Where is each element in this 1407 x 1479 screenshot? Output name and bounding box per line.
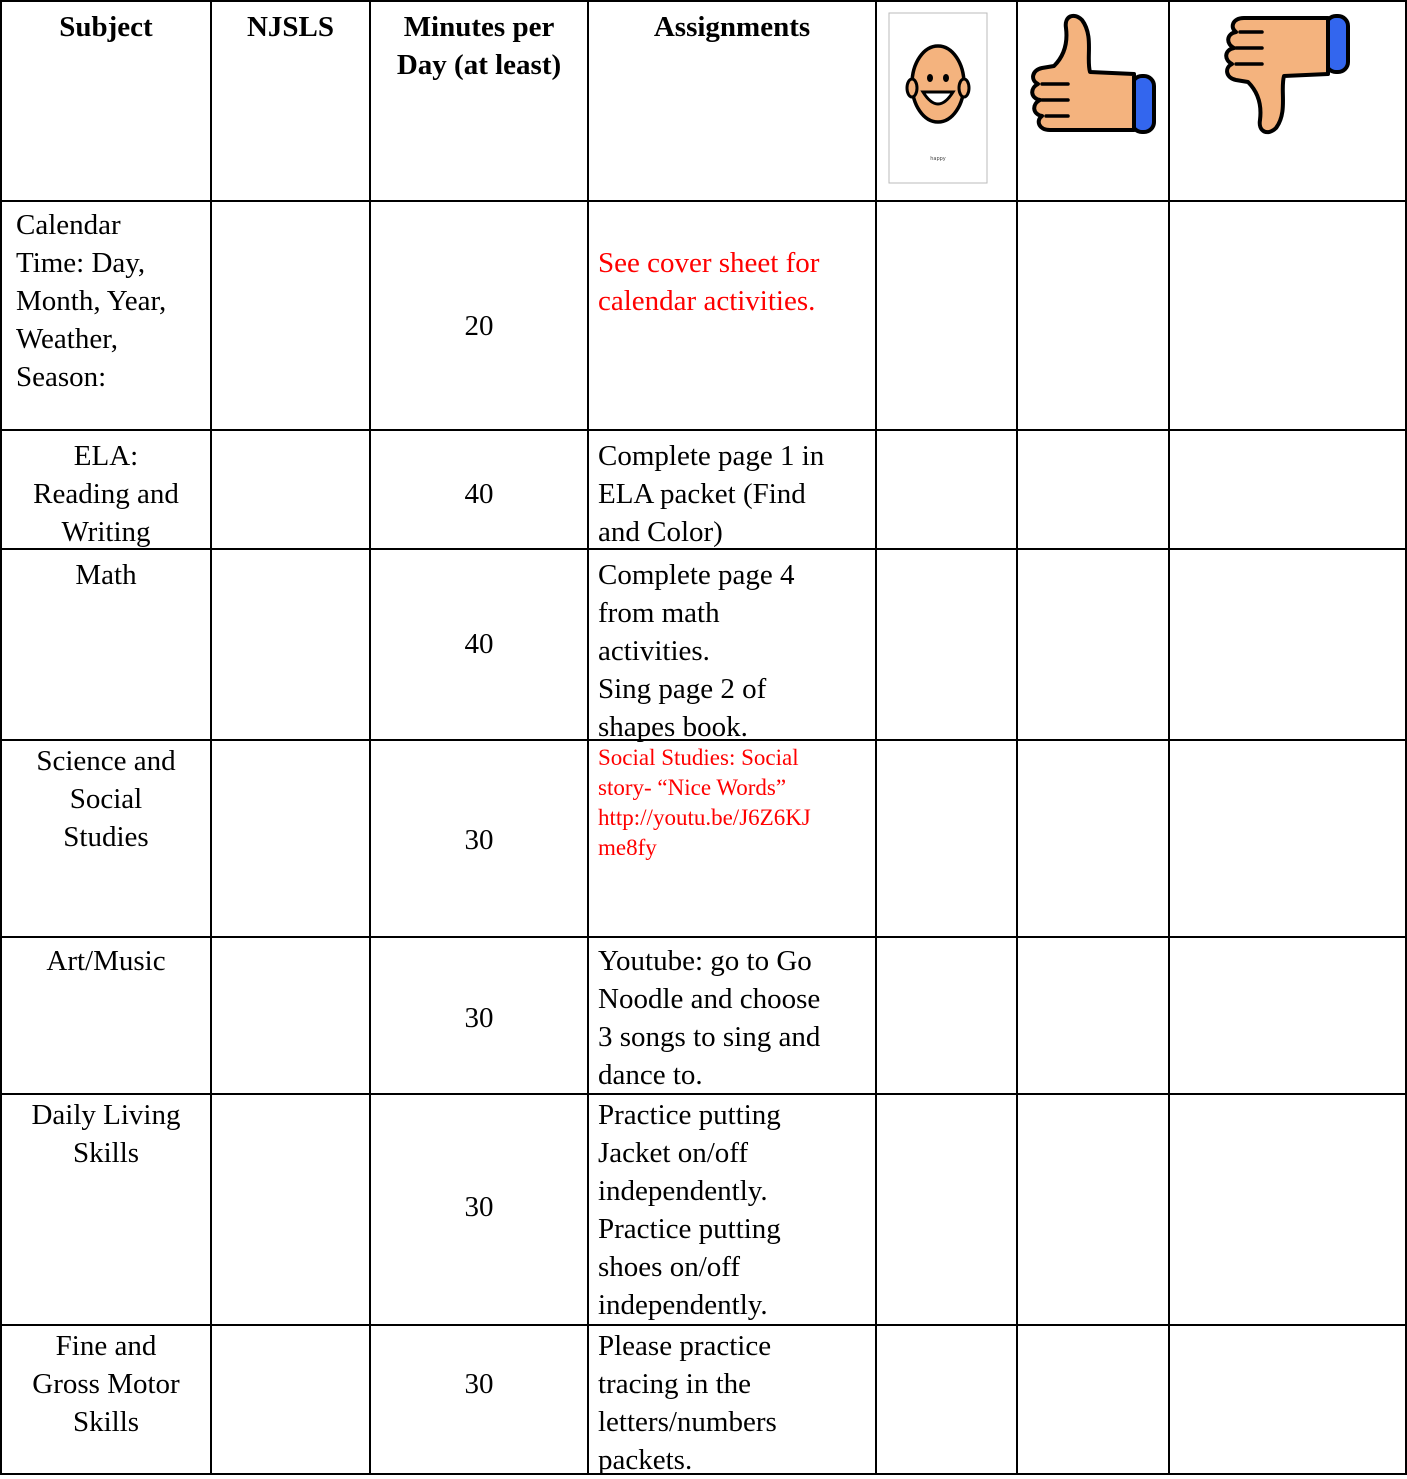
header-standards: NJSLS [246,11,335,43]
table-row-minutes: 30 [464,1368,494,1400]
table-row-assignment: Youtube: go to Go Noodle and choose 3 songs to sing and dance to. [598,945,821,1091]
table-row-assignment: Complete page 4 from math activities. Sing page 2 of shapes book. [598,559,795,743]
table-row-minutes: 20 [464,310,494,342]
thumbs-down-icon [1222,10,1352,140]
table-row-assignment: See cover sheet for calendar activities. [598,247,820,317]
table-row-subject: Math [75,559,137,591]
header-minutes: Minutes per Day (at least) [396,11,562,81]
table-row-subject: Calendar Time: Day, Month, Year, Weather, Season: [16,209,167,393]
table-row-assignment: Social Studies: Social story- “Nice Words” http://youtu.be/J6Z6KJ me8fy [598,745,811,860]
happy-face-caption: happy [930,156,946,162]
table-row-subject: ELA: Reading and Writing [33,440,179,548]
table-row-subject: Fine and Gross Motor Skills [32,1330,180,1438]
header-assignments: Assignments [653,11,811,43]
happy-face-icon [888,12,988,184]
table-row-minutes: 30 [464,824,494,856]
table-row-minutes: 40 [464,628,494,660]
table-row-assignment: Practice putting Jacket on/off independently. Practice putting shoes on/off independently. [598,1099,781,1321]
table-row-minutes: 40 [464,478,494,510]
table-row-subject: Art/Music [46,945,166,977]
table-row-assignment: Please practice tracing in the letters/numbers packets. [598,1330,777,1476]
thumbs-up-icon [1028,10,1158,140]
table-row-subject: Daily Living Skills [31,1099,181,1169]
header-subject: Subject [59,11,153,43]
table-row-subject: Science and Social Studies [36,745,176,853]
table-row-assignment: Complete page 1 in ELA packet (Find and Color) [598,440,825,548]
table-row-minutes: 30 [464,1191,494,1223]
table-row-minutes: 30 [464,1002,494,1034]
